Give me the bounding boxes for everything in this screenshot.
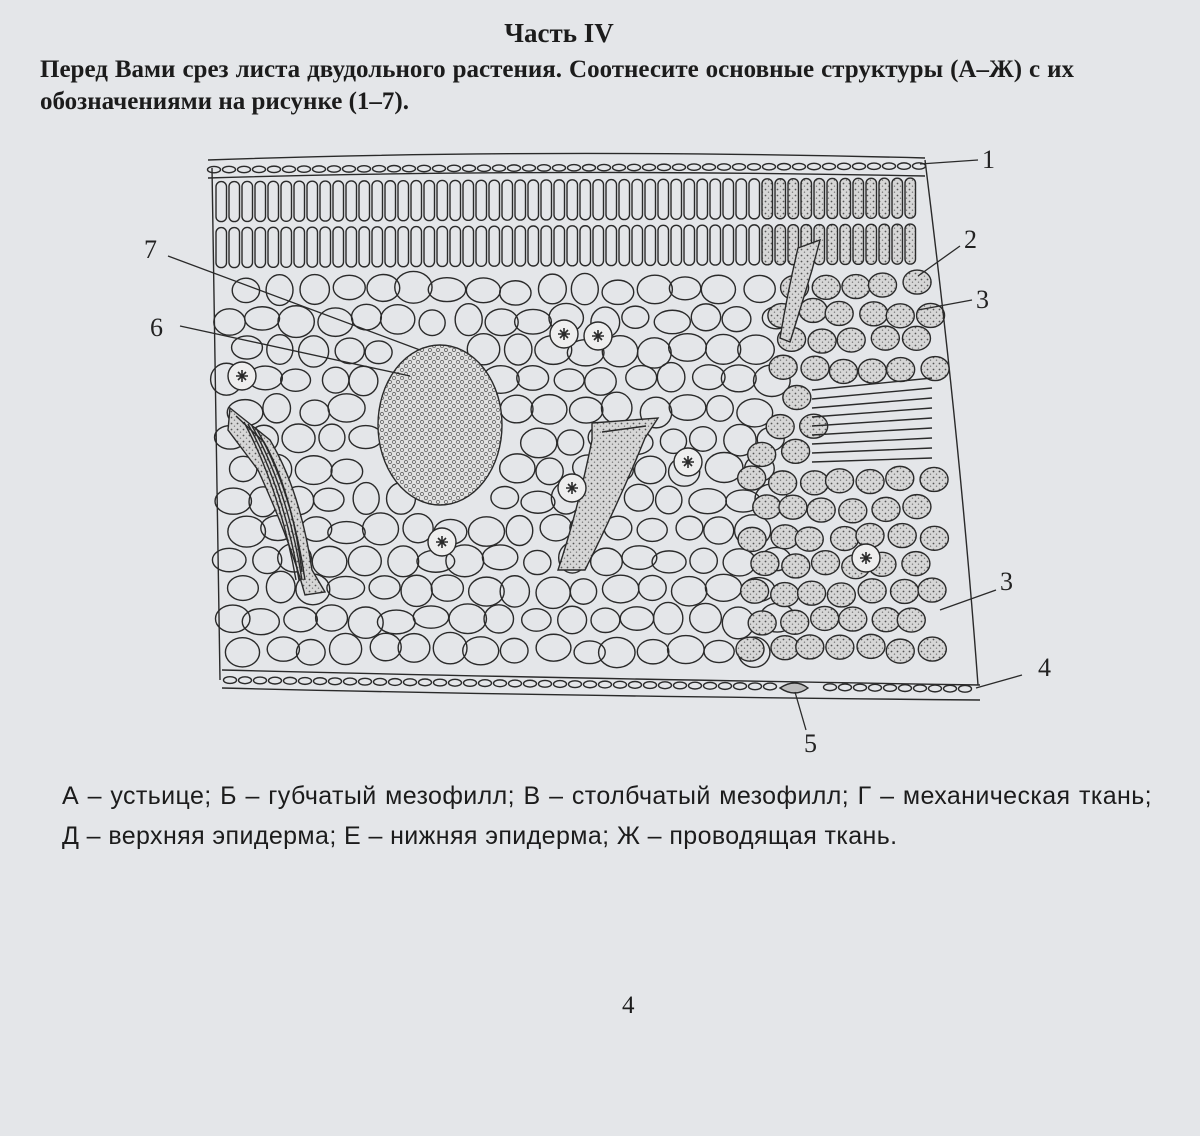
task-statement: Перед Вами срез листа двудольного растения. Соотнесите основные структуры (А–Ж) с их обозначениями на рисунке (1–7). [40, 56, 1074, 115]
label-6: 6 [150, 313, 163, 342]
chlorenchyma-cells [736, 270, 949, 663]
answer-options: А – устьице; Б – губчатый мезофилл; В – столбчатый мезофилл; Г – механическая ткань; Д – верхняя эпидерма; Е – нижняя эпидерма; Ж – проводящая ткань. [62, 782, 1152, 850]
label-1: 1 [982, 145, 995, 174]
spongy-mesophyll [211, 271, 795, 667]
label-3-upper: 3 [976, 285, 989, 314]
page-title: Часть IV [504, 18, 614, 48]
upper-epidermis [208, 153, 926, 178]
leaf-diagram [208, 153, 981, 700]
lower-epidermis [222, 670, 980, 700]
label-7: 7 [144, 235, 157, 264]
leaf-cross-section-figure [140, 140, 1080, 760]
label-4: 4 [1038, 653, 1051, 682]
page-number: 4 [622, 992, 635, 1019]
stoma [780, 683, 808, 693]
label-3-lower: 3 [1000, 567, 1013, 596]
label-5: 5 [804, 729, 817, 758]
vascular-bundle [378, 345, 502, 505]
label-2: 2 [964, 225, 977, 254]
